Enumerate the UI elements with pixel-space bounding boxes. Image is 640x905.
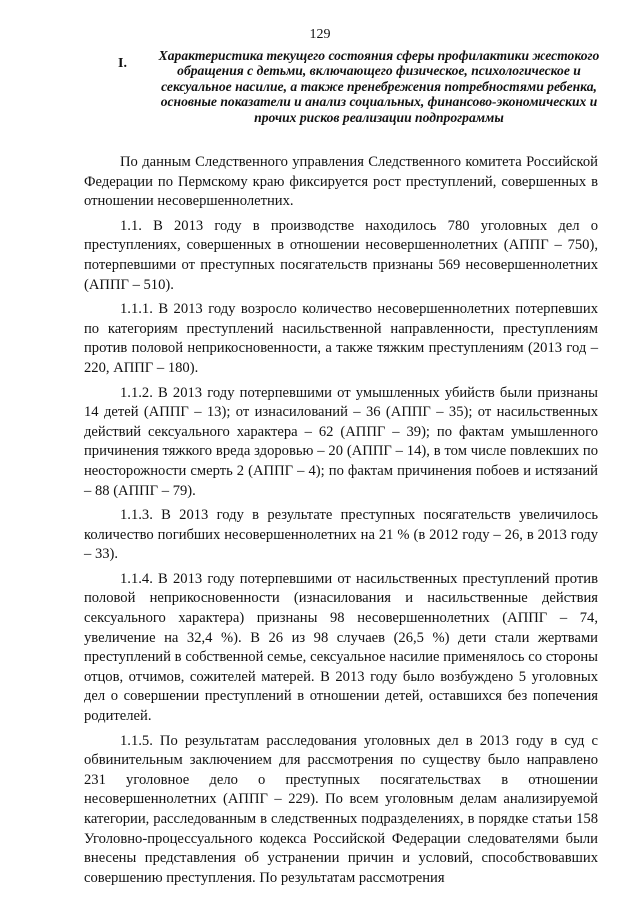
document-body: [84, 153, 598, 888]
paragraph-1-1-3: 1.1.3. В 2013 году в результате преступных посягательств увеличилось количество погибших несовершеннолетних на 21 % (в 2012 году – 26, в 2013 году – 33).: [84, 507, 598, 563]
section-heading: [84, 48, 604, 125]
paragraph-1-1-2: 1.1.2. В 2013 году потерпевшими от умышленных убийств были признаны 14 детей (АППГ – 13); от изнасилований – 36 (АППГ – 35); от насильственных действий сексуального характера – 62 (АППГ – 39); по фактам умышленного причинения тяжкого вреда здоровью – 20 (АППГ – 14), в том числе повлекших по неосторожности смерть 2 (АППГ – 4); по фактам причинения побоев и истязаний – 88 (АППГ – 79).: [84, 384, 598, 499]
paragraph-1-1-4: 1.1.4. В 2013 году потерпевшими от насильственных преступлений против половой неприкосновенности (изнасилования и насильственные действия сексуального характера) признаны 98 несовершеннолетних (АППГ – 74, увеличение на 32,4 %). В 26 из 98 случаев (26,5 %) дети стали жертвами преступлений в собственной семье, сексуальное насилие применялось со стороны отцов, отчимов, сожителей матерей. В 2013 году было возбуждено 5 уголовных дел о совершении преступлений в отношении детей, оставшихся без попечения родителей.: [84, 570, 598, 725]
section-number: I.: [118, 56, 127, 71]
paragraph-intro: По данным Следственного управления Следственного комитета Российской Федерации по Пермскому краю фиксируется рост преступлений, совершенных в отношении несовершеннолетних.: [84, 154, 598, 210]
section-title: Характеристика текущего состояния сферы профилактики жестокого обращения с детьми, включающего физическое, психологическое и сексуальное насилие, а также пренебрежения потребностями ребенка, основные показатели и анализ социальных, финансово-экономических и прочих рисков реализации подпрограммы: [158, 48, 600, 125]
page-number: 129: [309, 27, 331, 42]
paragraph-1-1-1: 1.1.1. В 2013 году возросло количество несовершеннолетних потерпевших по категориям преступлений насильственной направленности, преступлениям против половой неприкосновенности, а также тяжким преступлениям (2013 год – 220, АППГ – 180).: [84, 301, 598, 376]
paragraph-1-1: 1.1. В 2013 году в производстве находилось 780 уголовных дел о преступлениях, совершенных в отношении несовершеннолетних (АППГ – 750), потерпевшими от преступных посягательств признаны 569 несовершеннолетних (АППГ – 510).: [84, 217, 598, 293]
paragraph-1-1-5: 1.1.5. По результатам расследования уголовных дел в 2013 году в суд с обвинительным заключением для рассмотрения по существу было направлено 231 уголовное дело о преступных посягательствах в отношении несовершеннолетних (АППГ – 229). По всем уголовным делам анализируемой категории, расследованным в следственных подразделениях, в порядке статьи 158 Уголовно-процессуального кодекса Российской Федерации следователями были внесены представления об устранении причин и условий, способствовавших совершению преступления. По результатам рассмотрения: [84, 732, 598, 886]
